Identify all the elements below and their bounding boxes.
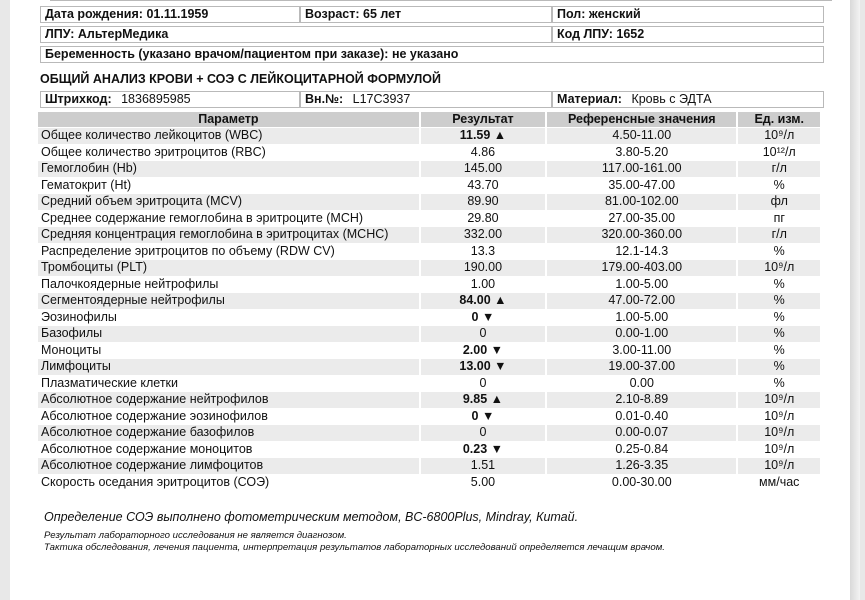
material-value: Кровь с ЭДТА (631, 92, 712, 106)
cell-parameter: Абсолютное содержание базофилов (38, 425, 421, 441)
results-body (38, 128, 822, 490)
cell-unit: 10⁹/л (738, 442, 822, 458)
lpu-label: ЛПУ: (45, 27, 75, 41)
cell-result: 4.86 (421, 145, 547, 161)
table-row (38, 161, 822, 177)
disclaimer (44, 530, 665, 554)
cell-reference: 3.00-11.00 (547, 343, 738, 359)
header-reference: Референсные значения (547, 112, 738, 127)
cell-parameter: Распределение эритроцитов по объему (RDW CV) (38, 244, 421, 260)
cell-unit: пг (738, 211, 822, 227)
cell-reference: 27.00-35.00 (547, 211, 738, 227)
cell-unit: % (738, 244, 822, 260)
cell-result: 84.00 ▲ (421, 293, 547, 309)
cell-reference: 0.00-30.00 (547, 475, 738, 491)
cell-result: 13.3 (421, 244, 547, 260)
cell-unit: 10⁹/л (738, 128, 822, 144)
lpu-code-value: 1652 (616, 27, 645, 41)
table-row (38, 293, 822, 309)
cell-parameter: Абсолютное содержание лимфоцитов (38, 458, 421, 474)
cell-reference: 12.1-14.3 (547, 244, 738, 260)
test-title: ОБЩИЙ АНАЛИЗ КРОВИ + СОЭ С ЛЕЙКОЦИТАРНОЙ ФОРМУЛОЙ (40, 72, 442, 86)
cell-unit: г/л (738, 161, 822, 177)
cell-result: 5.00 (421, 475, 547, 491)
cell-reference: 0.00-1.00 (547, 326, 738, 342)
cell-parameter: Среднее содержание гемоглобина в эритроците (MCH) (38, 211, 421, 227)
cell-unit: % (738, 277, 822, 293)
cell-reference: 2.10-8.89 (547, 392, 738, 408)
cell-result: 0 (421, 376, 547, 392)
cell-unit: 10⁹/л (738, 260, 822, 276)
cell-unit: % (738, 326, 822, 342)
material-field (552, 91, 824, 108)
table-row (38, 178, 822, 194)
cell-reference: 0.25-0.84 (547, 442, 738, 458)
table-row (38, 211, 822, 227)
header-parameter: Параметр (38, 112, 421, 127)
cell-parameter: Гематокрит (Ht) (38, 178, 421, 194)
internal-number-label: Вн.№: (305, 92, 344, 106)
barcode-value: 1836895985 (121, 92, 191, 106)
cell-result: 13.00 ▼ (421, 359, 547, 375)
disclaimer-line-1: Результат лабораторного исследования не является диагнозом. (44, 530, 347, 541)
sex-value: женский (588, 7, 641, 21)
cropped-top-row (50, 0, 832, 1)
cell-result: 145.00 (421, 161, 547, 177)
disclaimer-line-2: Тактика обследования, лечения пациента, интерпретация результатов лабораторных исследований определяется лечащим врачом. (44, 542, 665, 553)
internal-number-field (300, 91, 552, 108)
table-row (38, 359, 822, 375)
results-table (38, 111, 822, 491)
cell-result: 0 (421, 326, 547, 342)
cell-unit: 10⁹/л (738, 425, 822, 441)
cell-unit: % (738, 376, 822, 392)
header-result: Результат (421, 112, 547, 127)
table-row (38, 409, 822, 425)
table-row (38, 260, 822, 276)
cell-parameter: Палочкоядерные нейтрофилы (38, 277, 421, 293)
table-row (38, 227, 822, 243)
cell-parameter: Средний объем эритроцита (MCV) (38, 194, 421, 210)
cell-parameter: Тромбоциты (PLT) (38, 260, 421, 276)
table-row (38, 343, 822, 359)
cell-reference: 1.00-5.00 (547, 277, 738, 293)
table-row (38, 128, 822, 144)
table-header-row (38, 112, 822, 127)
cell-parameter: Базофилы (38, 326, 421, 342)
cell-parameter: Абсолютное содержание нейтрофилов (38, 392, 421, 408)
cell-unit: фл (738, 194, 822, 210)
cell-parameter: Абсолютное содержание эозинофилов (38, 409, 421, 425)
cell-unit: % (738, 293, 822, 309)
age-field (300, 6, 552, 23)
table-row (38, 194, 822, 210)
cell-reference: 0.00 (547, 376, 738, 392)
cell-result: 43.70 (421, 178, 547, 194)
cell-result: 0 ▼ (421, 409, 547, 425)
birth-date-label: Дата рождения: (45, 7, 143, 21)
cell-parameter: Сегментоядерные нейтрофилы (38, 293, 421, 309)
cell-reference: 81.00-102.00 (547, 194, 738, 210)
pregnancy-value: не указано (391, 47, 459, 61)
table-row (38, 277, 822, 293)
cell-reference: 1.00-5.00 (547, 310, 738, 326)
cell-parameter: Общее количество эритроцитов (RBC) (38, 145, 421, 161)
cell-unit: 10⁹/л (738, 458, 822, 474)
table-row (38, 376, 822, 392)
cell-result: 0 ▼ (421, 310, 547, 326)
cell-result: 29.80 (421, 211, 547, 227)
cell-result: 2.00 ▼ (421, 343, 547, 359)
cell-unit: % (738, 310, 822, 326)
table-row (38, 244, 822, 260)
age-label: Возраст: (305, 7, 360, 21)
internal-number-value: L17C3937 (352, 92, 411, 106)
cell-result: 11.59 ▲ (421, 128, 547, 144)
cell-unit: % (738, 343, 822, 359)
cell-reference: 47.00-72.00 (547, 293, 738, 309)
cell-unit: г/л (738, 227, 822, 243)
cell-parameter: Лимфоциты (38, 359, 421, 375)
table-row (38, 475, 822, 491)
table-row (38, 145, 822, 161)
age-value: 65 лет (363, 7, 402, 21)
material-label: Материал: (557, 92, 622, 106)
cell-result: 9.85 ▲ (421, 392, 547, 408)
cell-result: 0 (421, 425, 547, 441)
cell-reference: 0.00-0.07 (547, 425, 738, 441)
cell-result: 89.90 (421, 194, 547, 210)
cell-reference: 0.01-0.40 (547, 409, 738, 425)
birth-date-value: 01.11.1959 (146, 7, 209, 21)
cell-result: 190.00 (421, 260, 547, 276)
cell-unit: % (738, 359, 822, 375)
cell-reference: 117.00-161.00 (547, 161, 738, 177)
pregnancy-field (40, 46, 824, 63)
barcode-field (40, 91, 300, 108)
cell-parameter: Скорость оседания эритроцитов (СОЭ) (38, 475, 421, 491)
birth-date-field (40, 6, 300, 23)
table-row (38, 425, 822, 441)
cell-reference: 4.50-11.00 (547, 128, 738, 144)
table-row (38, 326, 822, 342)
lpu-code-label: Код ЛПУ: (557, 27, 613, 41)
lpu-value: АльтерМедика (77, 27, 169, 41)
cell-unit: 10¹²/л (738, 145, 822, 161)
table-row (38, 442, 822, 458)
method-note: Определение СОЭ выполнено фотометрическим методом, BC-6800Plus, Mindray, Китай. (44, 510, 579, 524)
cell-unit: 10⁹/л (738, 392, 822, 408)
cell-parameter: Плазматические клетки (38, 376, 421, 392)
cell-result: 332.00 (421, 227, 547, 243)
cell-parameter: Гемоглобин (Hb) (38, 161, 421, 177)
table-row (38, 310, 822, 326)
cell-parameter: Общее количество лейкоцитов (WBC) (38, 128, 421, 144)
cell-parameter: Абсолютное содержание моноцитов (38, 442, 421, 458)
cell-result: 0.23 ▼ (421, 442, 547, 458)
header-unit: Ед. изм. (738, 112, 822, 127)
table-row (38, 458, 822, 474)
sex-field (552, 6, 824, 23)
lpu-field (40, 26, 552, 43)
table-row (38, 392, 822, 408)
cell-parameter: Моноциты (38, 343, 421, 359)
cell-reference: 1.26-3.35 (547, 458, 738, 474)
barcode-label: Штрихкод: (45, 92, 112, 106)
cell-parameter: Средняя концентрация гемоглобина в эритроцитах (MCHC) (38, 227, 421, 243)
cell-unit: % (738, 178, 822, 194)
lpu-code-field (552, 26, 824, 43)
cell-reference: 179.00-403.00 (547, 260, 738, 276)
cell-result: 1.00 (421, 277, 547, 293)
cell-parameter: Эозинофилы (38, 310, 421, 326)
cell-reference: 35.00-47.00 (547, 178, 738, 194)
cell-reference: 320.00-360.00 (547, 227, 738, 243)
cell-result: 1.51 (421, 458, 547, 474)
cell-reference: 19.00-37.00 (547, 359, 738, 375)
cell-unit: 10⁹/л (738, 409, 822, 425)
sex-label: Пол: (557, 7, 586, 21)
cell-reference: 3.80-5.20 (547, 145, 738, 161)
cell-unit: мм/час (738, 475, 822, 491)
pregnancy-label: Беременность (указано врачом/пациентом при заказе): (45, 47, 389, 61)
